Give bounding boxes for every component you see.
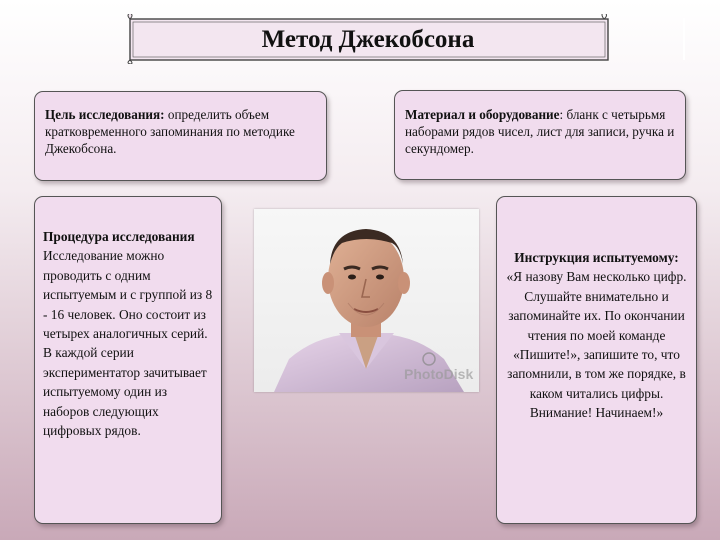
photo-watermark: PhotoDisk [404,366,474,382]
man-portrait-image [254,209,479,392]
instruction-heading: Инструкция испытуемому: [514,250,679,265]
portrait-photo [254,209,479,392]
goal-box [34,91,327,181]
decorative-rule [683,18,685,60]
goal-text: определить объем кратковременного запоминания по методике Джекобсона. [45,107,295,156]
instruction-text: «Я назову Вам несколько цифр. Слушайте внимательно и запоминайте их. По окончании чтения по моей команде «Пишите!», запишите то, что запомнили, в том же порядке, в каком читались цифры. Внимание! Начинаем!» [506,269,687,421]
procedure-box [34,196,222,524]
material-text: : бланк с четырьмя наборами рядов чисел, лист для записи, ручка и секундомер. [405,107,675,156]
goal-heading: Цель исследования: [45,107,165,122]
procedure-text: Исследование можно проводить с одним испытуемым и с группой из 8 - 16 человек. Оно состоит из четырех аналогичных серий. В каждой серии экспериментатор зачитывает испытуемому один из наборов следующих цифровых рядов. [43,248,213,439]
procedure-heading: Процедура исследования [43,229,195,244]
page-title: Метод Джекобсона [261,26,475,53]
title-banner [126,14,610,64]
material-box [394,90,686,180]
instruction-box [496,196,697,524]
material-heading: Материал и оборудование [405,107,560,122]
